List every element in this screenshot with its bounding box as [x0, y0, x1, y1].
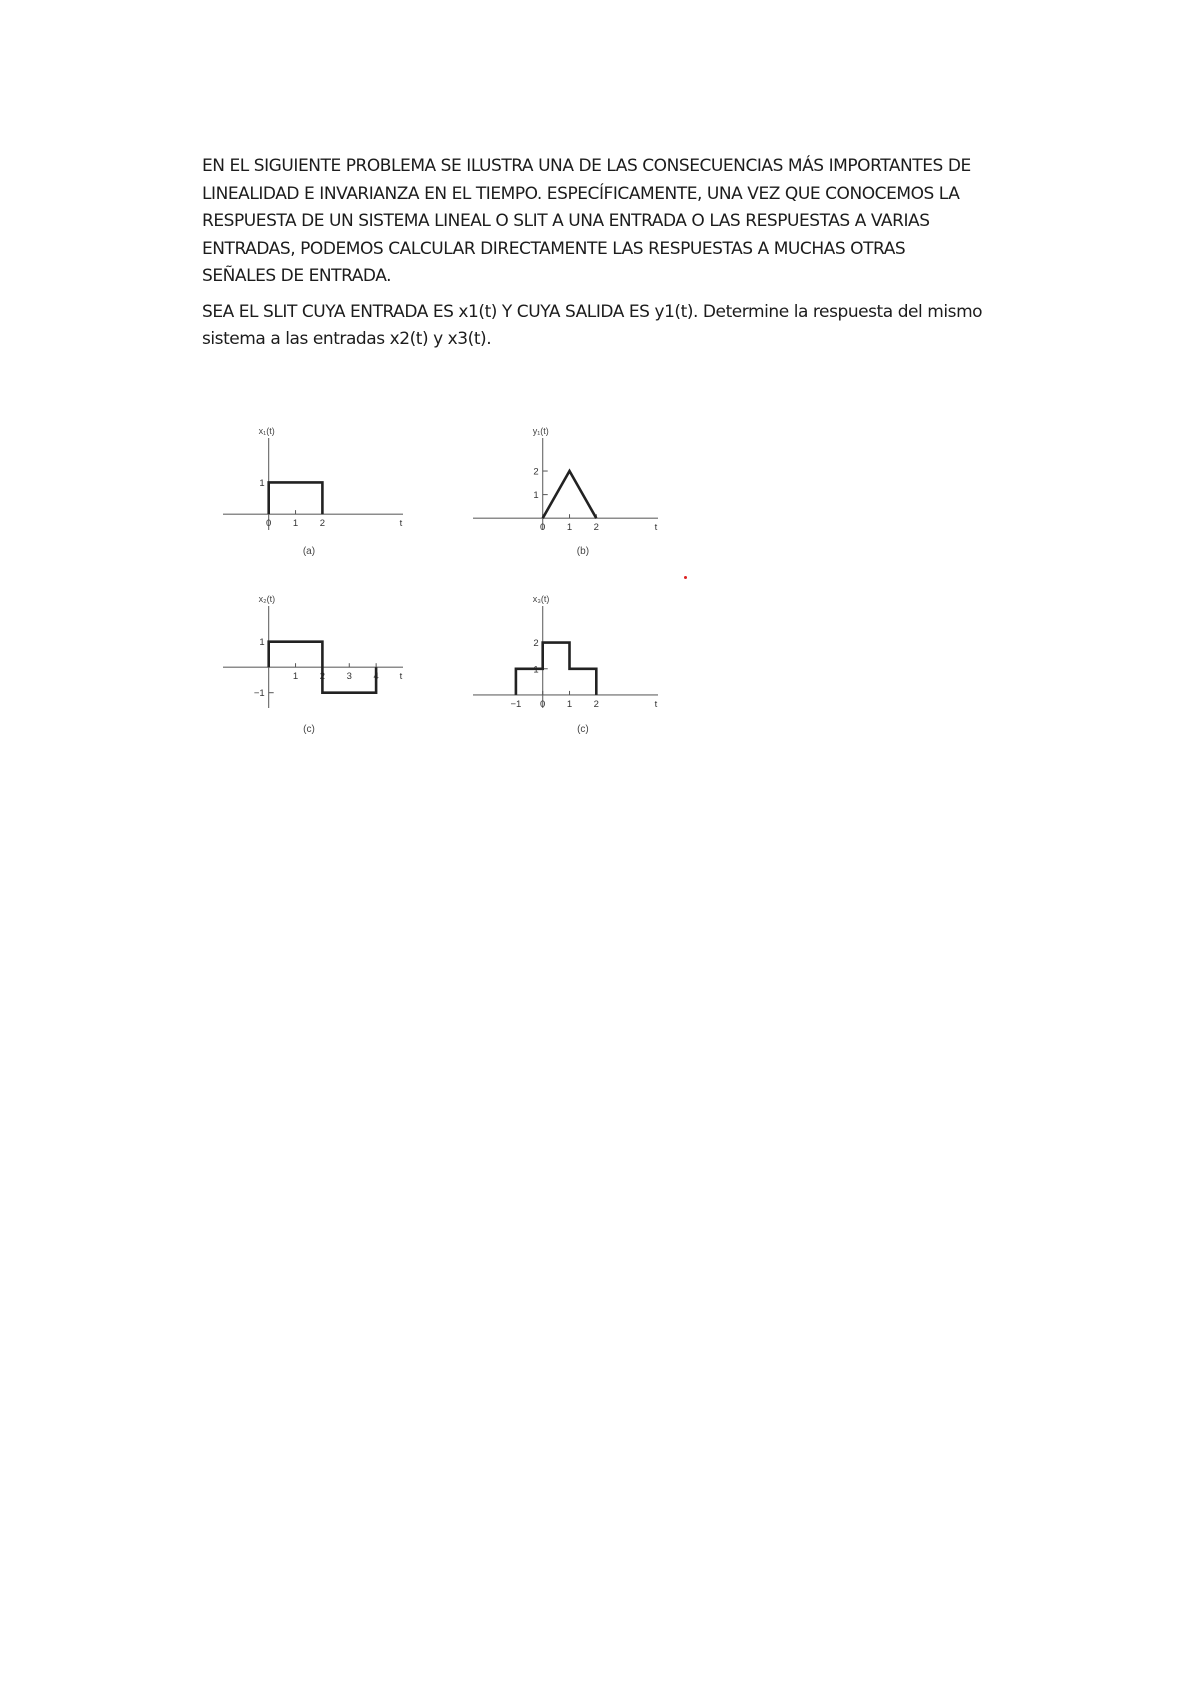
signal-curve [516, 643, 596, 695]
x-tick-label: 2 [319, 671, 326, 683]
x-tick-label: 2 [593, 522, 599, 534]
panel-caption: (a) [302, 546, 316, 557]
paragraph-intro [202, 153, 1002, 291]
y-tick-label: 1 [259, 477, 265, 489]
x-tick-label: 2 [319, 518, 326, 530]
y-axis-label: x₂(t) [258, 594, 276, 604]
signals-figure [215, 410, 675, 750]
x-axis-label: t [399, 518, 403, 530]
y-tick-label: 1 [533, 490, 539, 502]
x-tick-label: 0 [540, 698, 546, 710]
x-tick-label: 0 [266, 518, 272, 530]
x-axis-label: t [399, 671, 403, 683]
text-line: sistema a las entradas x2(t) y x3(t). [202, 329, 492, 349]
y-tick-label: 2 [533, 638, 539, 650]
x-tick-label: 1 [566, 522, 573, 534]
text-line: SEA EL SLIT CUYA ENTRADA ES x1(t) Y CUYA SALIDA ES y1(t). Determine la respuesta del mismo [202, 301, 983, 322]
signal-curve [269, 482, 323, 514]
y-tick-label: 1 [533, 664, 539, 676]
signal-curve [543, 471, 597, 518]
y-tick-label: −1 [253, 688, 265, 700]
y-axis-label: x₁(t) [258, 426, 275, 436]
signal-panel-1 [473, 426, 658, 557]
x-tick-label: −1 [510, 698, 522, 710]
x-tick-label: 1 [292, 671, 299, 683]
text-line: RESPUESTA DE UN SISTEMA LINEAL O SLIT A UNA ENTRADA O LAS RESPUESTAS A VARIAS [202, 211, 930, 231]
text-line: SEÑALES DE ENTRADA. [202, 266, 392, 286]
panel-caption: (b) [576, 546, 590, 557]
x-tick-label: 4 [373, 671, 379, 683]
signal-panel-0 [223, 426, 403, 557]
panel-caption: (c) [577, 724, 589, 735]
x-tick-label: 3 [346, 671, 352, 683]
x-tick-label: 1 [566, 698, 573, 710]
x-axis-label: t [654, 698, 658, 710]
x-tick-label: 0 [540, 522, 546, 534]
signals-plot-grid [215, 410, 675, 750]
text-line: EN EL SIGUIENTE PROBLEMA SE ILUSTRA UNA DE LAS CONSECUENCIAS MÁS IMPORTANTES DE [202, 156, 971, 176]
text-line: LINEALIDAD E INVARIANZA EN EL TIEMPO. ESPECÍFICAMENTE, UNA VEZ QUE CONOCEMOS LA [202, 183, 960, 204]
panel-caption: (c) [303, 724, 315, 735]
signal-panel-2 [223, 594, 403, 735]
y-tick-label: 1 [259, 637, 265, 649]
stray-mark [684, 576, 687, 579]
x-tick-label: 2 [593, 698, 599, 710]
y-tick-label: 2 [533, 466, 539, 478]
paragraph-task [202, 299, 1002, 354]
text-line: ENTRADAS, PODEMOS CALCULAR DIRECTAMENTE LAS RESPUESTAS A MUCHAS OTRAS [202, 238, 906, 259]
x-tick-label: 1 [292, 518, 299, 530]
y-axis-label: x₃(t) [532, 594, 550, 604]
problem-statement [202, 153, 1002, 354]
x-axis-label: t [654, 522, 658, 534]
y-axis-label: y₁(t) [532, 426, 549, 436]
signal-panel-3 [473, 594, 658, 735]
